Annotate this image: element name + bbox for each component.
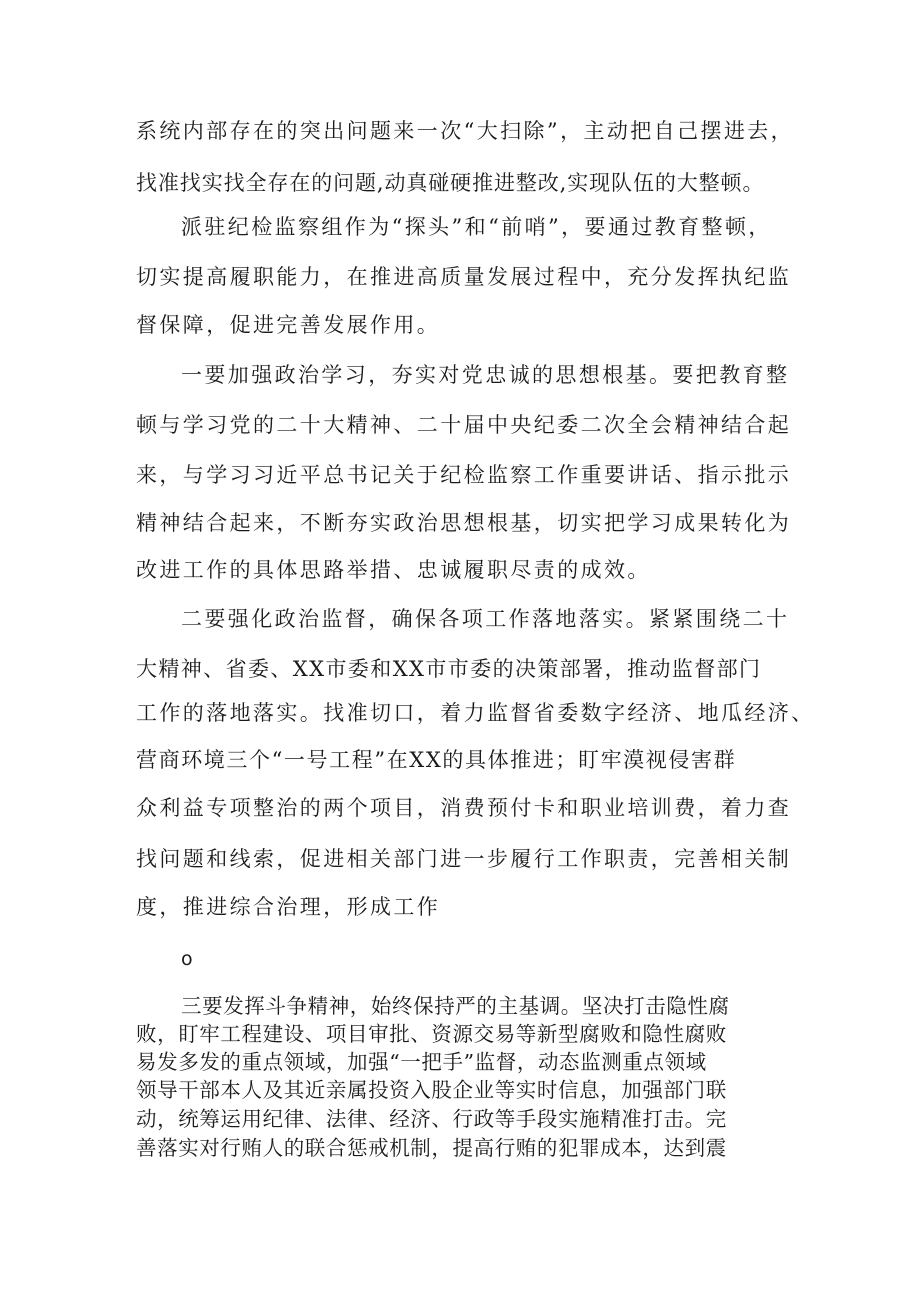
paragraph-line: 改进工作的具体思路举措、忠诚履职尽责的成效。 [136,558,651,582]
paragraph-line: 三要发挥斗争精神，始终保持严的主基调。坚决打击隐性腐 [181,994,730,1018]
paragraph-line: 善落实对行贿人的联合惩戒机制，提高行贿的犯罪成本，达到震 [136,1136,727,1160]
paragraph-line: 大精神、省委、XX市委和XX市市委的决策部署，推动监督部门 [136,657,762,681]
paragraph-line: 一要加强政治学习，夯实对党忠诚的思想根基。要把教育整 [181,363,790,387]
paragraph-line: 众利益专项整治的两个项目，消费预付卡和职业培训费，着力查 [136,796,792,820]
paragraph-line: 领导干部本人及其近亲属投资入股企业等实时信息，加强部门联 [136,1078,727,1102]
paragraph-line: 找问题和线索，促进相关部门进一步履行工作职责，完善相关制 [136,847,792,871]
paragraph-line: 顿与学习党的二十大精神、二十届中央纪委二次全会精神结合起 [136,413,792,437]
paragraph-line: 败，盯牢工程建设、项目审批、资源交易等新型腐败和隐性腐败 [136,1022,727,1046]
paragraph-line: 来，与学习习近平总书记关于纪检监察工作重要讲话、指示批示 [136,463,792,487]
paragraph-line: 动，统筹运用纪律、法律、经济、行政等手段实施精准打击。完 [136,1107,727,1131]
paragraph-line: 派驻纪检监察组作为“探头”和“前哨”，要通过教育整顿， [181,215,772,239]
paragraph-line: 度，推进综合治理，形成工作 [136,895,441,919]
paragraph-line: 精神结合起来，不断夯实政治思想根基，切实把学习成果转化为 [136,511,792,535]
paragraph-line: 切实提高履职能力，在推进高质量发展过程中，充分发挥执纪监 [136,265,792,289]
paragraph-line: 督保障，促进完善发展作用。 [136,313,441,337]
paragraph-line: 找准找实找全存在的问题,动真碰硬推进整改,实现队伍的大整顿。 [136,171,765,195]
paragraph-line: 二要强化政治监督，确保各项工作落地落实。紧紧围绕二十 [181,607,790,631]
paragraph-line: 易发多发的重点领域，加强“一把手”监督，动态监测重点领域 [136,1050,707,1074]
stray-character: o [181,948,193,970]
paragraph-line: 工作的落地落实。找准切口，着力监督省委数字经济、地瓜经济、 [136,701,815,725]
paragraph-line: 营商环境三个“一号工程”在XX的具体推进；盯牢漠视侵害群 [136,748,737,772]
paragraph-line: 系统内部存在的突出问题来一次“大扫除”，主动把自己摆进去， [136,119,795,143]
